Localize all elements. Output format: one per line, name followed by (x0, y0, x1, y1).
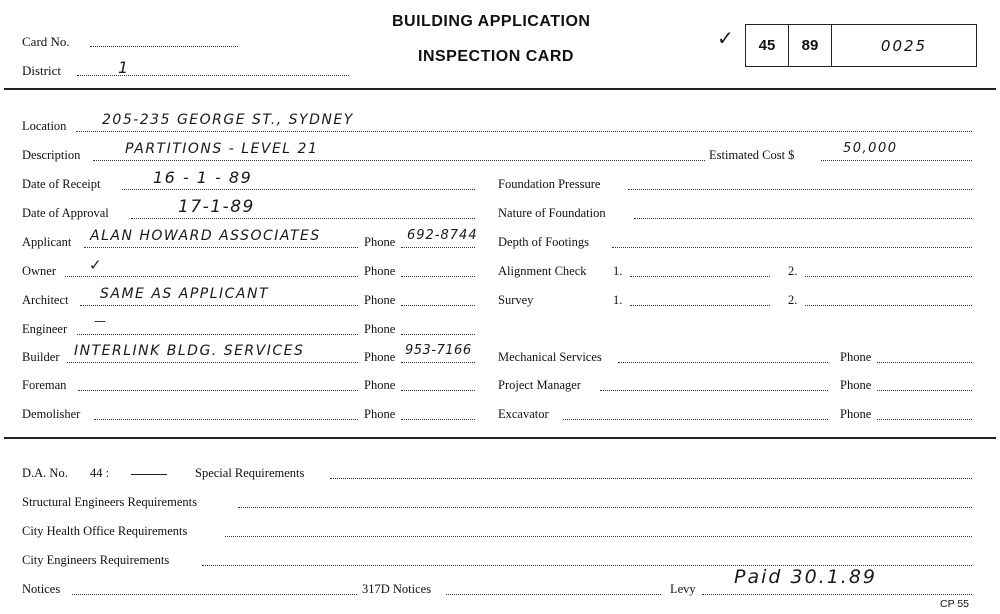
engineer-label: Engineer (22, 322, 68, 336)
date-of-receipt-field[interactable] (122, 189, 475, 190)
checkmark-icon: ✓ (717, 26, 736, 50)
architect-phone-field[interactable] (401, 305, 475, 306)
builder-value: INTERLINK BLDG. SERVICES (74, 343, 305, 359)
mechanical-services-label: Mechanical Services (498, 350, 602, 364)
architect-phone-label: Phone (364, 293, 396, 307)
city-health-field[interactable] (225, 536, 972, 537)
architect-field[interactable] (80, 305, 358, 306)
applicant-label: Applicant (22, 235, 72, 249)
architect-label: Architect (22, 293, 69, 307)
middle-divider (4, 437, 996, 439)
engineer-field[interactable] (77, 334, 358, 335)
project-manager-field[interactable] (600, 390, 828, 391)
ref-number: 0025 (880, 36, 928, 55)
da-no-value: 44 : (90, 466, 110, 480)
description-field[interactable] (93, 160, 705, 161)
notices-field[interactable] (72, 594, 357, 595)
estimated-cost-field[interactable] (821, 160, 972, 161)
owner-field[interactable] (65, 276, 358, 277)
applicant-field[interactable] (84, 247, 358, 248)
architect-value: SAME AS APPLICANT (100, 286, 270, 302)
foreman-phone-field[interactable] (401, 390, 475, 391)
date-of-approval-value: 17-1-89 (178, 197, 255, 217)
engineer-value: — (94, 314, 108, 328)
317d-notices-label: 317D Notices (362, 582, 432, 596)
estimated-cost-label: Estimated Cost $ (709, 148, 795, 162)
form-title-line2: INSPECTION CARD (418, 48, 574, 65)
excavator-phone-label: Phone (840, 407, 872, 421)
alignment-check-label: Alignment Check (498, 264, 587, 278)
applicant-value: ALAN HOWARD ASSOCIATES (90, 228, 321, 244)
date-of-receipt-value: 16 - 1 - 89 (153, 168, 253, 187)
estimated-cost-value: 50,000 (843, 141, 898, 156)
demolisher-label: Demolisher (22, 407, 81, 421)
form-title-line1: BUILDING APPLICATION (392, 13, 591, 30)
owner-phone-field[interactable] (401, 276, 475, 277)
project-manager-phone-label: Phone (840, 378, 872, 392)
builder-field[interactable] (67, 362, 358, 363)
depth-of-footings-label: Depth of Footings (498, 235, 589, 249)
levy-value: Paid 30.1.89 (734, 566, 878, 588)
alignment-check-item2: 2. (788, 264, 798, 278)
special-requirements-label: Special Requirements (195, 466, 305, 480)
location-value: 205-235 GEORGE ST., SYDNEY (102, 112, 354, 128)
description-label: Description (22, 148, 81, 162)
nature-of-foundation-label: Nature of Foundation (498, 206, 606, 220)
structural-engineers-label: Structural Engineers Requirements (22, 495, 197, 509)
reference-number-box (745, 24, 977, 67)
survey-field2[interactable] (805, 305, 972, 306)
mechanical-phone-field[interactable] (877, 362, 972, 363)
applicant-phone-label: Phone (364, 235, 396, 249)
builder-phone-field[interactable] (401, 362, 475, 363)
excavator-field[interactable] (563, 419, 828, 420)
alignment-check-field1[interactable] (630, 276, 770, 277)
foundation-pressure-field[interactable] (628, 189, 972, 190)
date-of-approval-field[interactable] (131, 218, 475, 219)
location-label: Location (22, 119, 67, 133)
da-no-handwritten-dash (131, 474, 167, 475)
levy-label: Levy (670, 582, 696, 596)
notices-label: Notices (22, 582, 61, 596)
foreman-label: Foreman (22, 378, 67, 392)
excavator-label: Excavator (498, 407, 549, 421)
builder-phone-value: 953-7166 (405, 343, 472, 358)
demolisher-phone-field[interactable] (401, 419, 475, 420)
survey-field1[interactable] (630, 305, 770, 306)
survey-item1: 1. (613, 293, 623, 307)
levy-field[interactable] (702, 594, 972, 595)
demolisher-phone-label: Phone (364, 407, 396, 421)
description-value: PARTITIONS - LEVEL 21 (125, 141, 319, 157)
form-code: CP 55 (940, 598, 969, 610)
top-divider (4, 88, 996, 90)
special-requirements-field[interactable] (330, 478, 972, 479)
location-field[interactable] (76, 131, 972, 132)
engineer-phone-label: Phone (364, 322, 396, 336)
date-of-receipt-label: Date of Receipt (22, 177, 101, 191)
mechanical-phone-label: Phone (840, 350, 872, 364)
demolisher-field[interactable] (94, 419, 358, 420)
ref-year: 89 (801, 37, 819, 54)
owner-value: ✓ (89, 256, 104, 274)
survey-item2: 2. (788, 293, 798, 307)
foreman-phone-label: Phone (364, 378, 396, 392)
applicant-phone-value: 692-8744 (407, 228, 478, 243)
engineer-phone-field[interactable] (401, 334, 475, 335)
survey-label: Survey (498, 293, 534, 307)
builder-label: Builder (22, 350, 60, 364)
nature-of-foundation-field[interactable] (634, 218, 972, 219)
317d-notices-field[interactable] (446, 594, 661, 595)
ref-code: 45 (758, 37, 776, 54)
district-label: District (22, 63, 61, 78)
card-no-label: Card No. (22, 34, 70, 49)
da-no-label: D.A. No. (22, 466, 68, 480)
date-of-approval-label: Date of Approval (22, 206, 109, 220)
card-no-field[interactable] (90, 46, 238, 47)
city-engineers-label: City Engineers Requirements (22, 553, 170, 567)
foundation-pressure-label: Foundation Pressure (498, 177, 601, 191)
excavator-phone-field[interactable] (877, 419, 972, 420)
depth-of-footings-field[interactable] (612, 247, 972, 248)
city-health-label: City Health Office Requirements (22, 524, 188, 538)
alignment-check-field2[interactable] (805, 276, 972, 277)
owner-phone-label: Phone (364, 264, 396, 278)
project-manager-phone-field[interactable] (877, 390, 972, 391)
applicant-phone-field[interactable] (401, 247, 475, 248)
alignment-check-item1: 1. (613, 264, 623, 278)
builder-phone-label: Phone (364, 350, 396, 364)
foreman-field[interactable] (78, 390, 358, 391)
mechanical-services-field[interactable] (618, 362, 828, 363)
district-value: 1 (118, 58, 130, 77)
owner-label: Owner (22, 264, 57, 278)
structural-engineers-field[interactable] (238, 507, 972, 508)
project-manager-label: Project Manager (498, 378, 581, 392)
